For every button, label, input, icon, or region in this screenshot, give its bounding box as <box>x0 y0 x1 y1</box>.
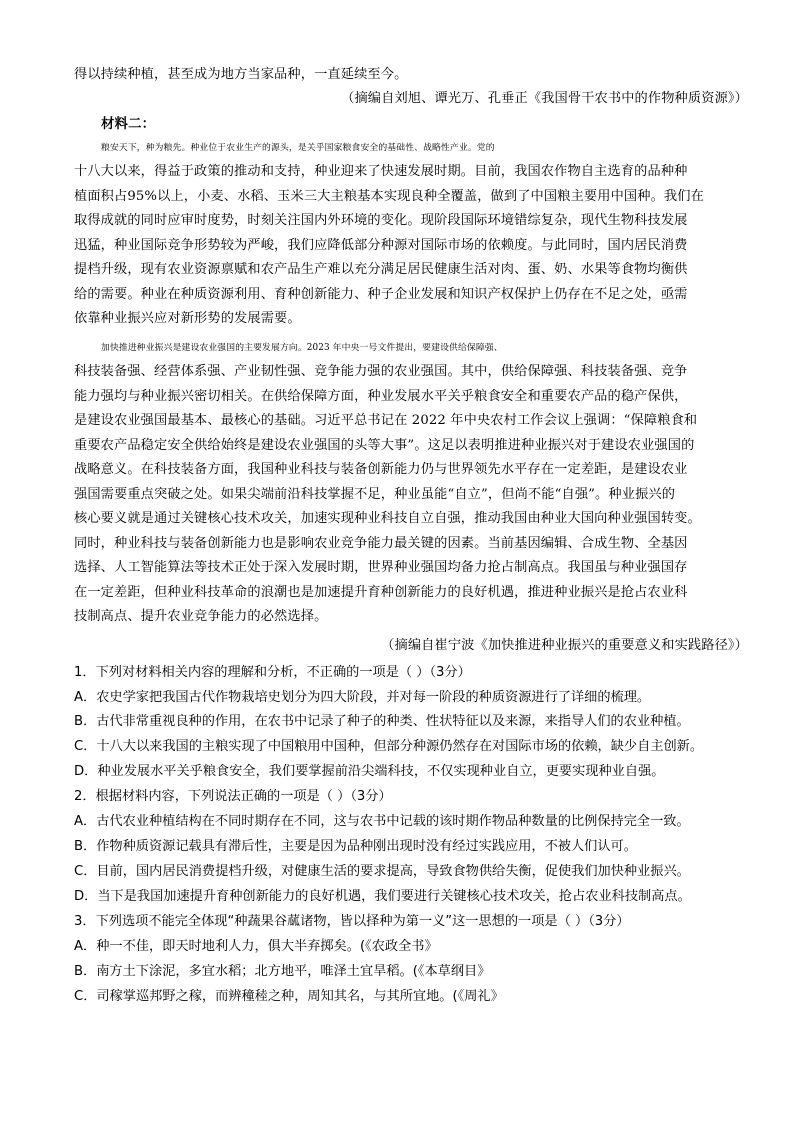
material1-tail-line: 得以持续种植，甚至成为地方当家品种，一直延续至今。 <box>74 67 408 82</box>
question-2-option-d[interactable]: D．当下是我国加速提升育种创新能力的良好机遇，我们要进行关键核心技术攻关，抢占农业科技制高点。 <box>74 889 691 904</box>
question-1-option-b[interactable]: B．古代非常重视良种的作用，在农书中记录了种子的种类、性状特征以及来源，来指导人们的农业种植。 <box>74 714 690 729</box>
paragraph-line: 同时，种业科技与装备创新能力也是影响农业竞争能力最关键的因素。当前基因编辑、合成生物、全基因 <box>74 536 688 551</box>
question-3-option-c[interactable]: C．司稼掌巡邦野之稼，而辨穜稑之种，周知其名，与其所宜地。(《周礼》 <box>74 989 504 1004</box>
paragraph-line: 十八大以来，得益于政策的推动和支持，种业迎来了快速发展时期。目前，我国农作物自主选育的品种种 <box>74 164 688 179</box>
question-3-option-b[interactable]: B．南方土下涂泥，多宜水稻；北方地平，唯泽土宜旱稻。(《本草纲目》 <box>74 964 491 979</box>
paragraph-line: 粮安天下，种为粮先。种业位于农业生产的源头，是关乎国家粮食安全的基础性、战略性产业。党的 <box>101 143 495 153</box>
material2-source: （摘编自崔宁波《加快推进种业振兴的重要意义和实践路径》） <box>381 638 748 653</box>
question-1-stem: 1．下列对材料相关内容的理解和分析，不正确的一项是（ ）（3分） <box>74 665 471 680</box>
paragraph-line: 加快推进种业振兴是建设农业强国的主要发展方向。2023 年中央一号文件提出，要建设供给保障强、 <box>101 343 503 353</box>
paragraph-line: 选择、人工智能算法等技术正处于深入发展时期，世界种业强国均备力抢占制高点。我国虽与种业强国存 <box>74 560 688 575</box>
paragraph-line: 战略意义。在科技装备方面，我国种业科技与装备创新能力仍与世界领先水平存在一定差距，是建设农业 <box>74 462 688 477</box>
paragraph-line: 提档升级，现有农业资源禀赋和农产品生产难以充分满足居民健康生活对肉、蛋、奶、水果等食物均衡供 <box>74 262 688 277</box>
material1-source: （摘编自刘旭、谭光万、孔垂正《我国骨干农书中的作物种质资源》） <box>341 91 748 106</box>
paragraph-line: 重要农产品稳定安全供给始终是建设农业强国的头等大事”。这足以表明推进种业振兴对于建设农业强国的 <box>74 438 695 453</box>
paragraph-line: 在一定差距，但种业科技革命的浪潮也是加速提升育种创新能力的良好机遇，推进种业振兴是抢占农业科 <box>74 585 688 600</box>
question-2-option-b[interactable]: B．作物种质资源记载具有滞后性，主要是因为品种刚出现时没有经过实践应用，不被人们认可。 <box>74 839 637 854</box>
question-2-option-c[interactable]: C．目前，国内居民消费提档升级，对健康生活的要求提高，导致食物供给失衡，促使我们加快种业振兴。 <box>74 864 690 879</box>
paragraph-line: 强国需要重点突破之处。如果尖端前沿科技掌握不足，种业虽能“自立”，但尚不能“自强”。种业振兴的 <box>74 487 676 502</box>
question-2-stem: 2．根据材料内容，下列说法正确的一项是（ ）（3分） <box>74 789 392 804</box>
question-3-stem: 3．下列选项不能完全体现“种蔬果谷蓏诸物，皆以择种为第一义”这一思想的一项是（ ）（3分） <box>74 914 630 929</box>
paragraph-line: 给的需要。种业在种质资源利用、育种创新能力、种子企业发展和知识产权保护上仍存在不足之处，亟需 <box>74 287 688 302</box>
paragraph-line: 取得成就的同时应审时度势，时刻关注国内外环境的变化。现阶段国际环境错综复杂，现代生物科技发展 <box>74 213 688 228</box>
paragraph-line: 是建设农业强国最基本、最核心的基础。习近平总书记在 2022 年中央农村工作会议上强调：“保障粮食和 <box>74 413 698 428</box>
paragraph-line: 科技装备强、经营体系强、产业韧性强、竞争能力强的农业强国。其中，供给保障强、科技装备强、竞争 <box>74 364 688 379</box>
question-3-option-a[interactable]: A．种一不佳，即天时地利人力，俱大半弃掷矣。(《农政全书》 <box>74 939 438 954</box>
paragraph-line: 植面积占95%以上，小麦、水稻、玉米三大主粮基本实现良种全覆盖，做到了中国粮主要用中国种。我们在 <box>74 189 704 204</box>
question-2-option-a[interactable]: A．古代农业种植结构在不同时期存在不同，这与农书中记载的该时期作物品种数量的比例保持完全一致。 <box>74 814 690 829</box>
paragraph-line: 能力强均与种业振兴密切相关。在供给保障方面，种业发展水平关乎粮食安全和重要农产品的稳产保供， <box>74 389 688 404</box>
paragraph-line: 迅猛，种业国际竞争形势较为严峻，我们应降低部分种源对国际市场的依赖度。与此同时，国内居民消费 <box>74 238 688 253</box>
paragraph-line: 核心要义就是通过关键核心技术攻关，加速实现种业科技自立自强，推动我国由种业大国向种业强国转变。 <box>74 511 701 526</box>
paragraph-line: 依靠种业振兴应对新形势的发展需要。 <box>74 311 301 326</box>
material2-heading: 材料二： <box>101 116 156 132</box>
question-1-option-d[interactable]: D．种业发展水平关乎粮食安全，我们要掌握前沿尖端科技，不仅实现种业自立，更要实现种业自强。 <box>74 764 665 779</box>
paragraph-line: 技制高点、提升农业竞争能力的必然选择。 <box>74 609 328 624</box>
question-1-option-c[interactable]: C．十八大以来我国的主粮实现了中国粮用中国种，但部分种源仍然存在对国际市场的依赖，缺少自主创新。 <box>74 739 704 754</box>
question-1-option-a[interactable]: A．农史学家把我国古代作物栽培史划分为四大阶段，并对每一阶段的种质资源进行了详细的梳理。 <box>74 690 651 705</box>
